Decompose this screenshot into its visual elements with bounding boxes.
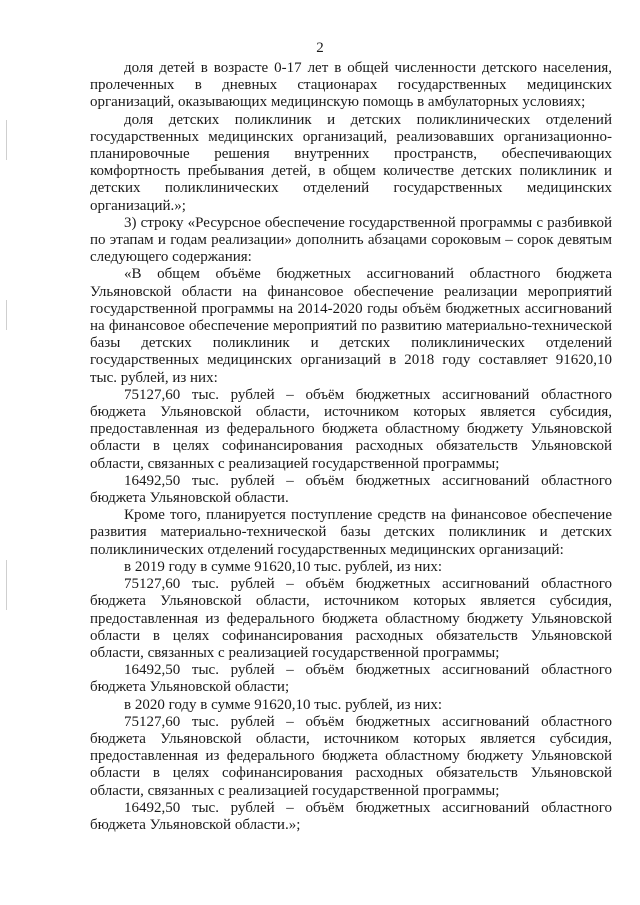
paragraph: 75127,60 тыс. рублей – объём бюджетных ассигнований областного бюджета Ульяновской области, источником которых является субсидия, предоставленная из федерального бюджета областному бюджету Ульяновской области в целях софинансирования расходных обязательств Ульяновской области, связанных с реализацией государственной программы;	[90, 713, 612, 799]
page-number: 2	[316, 40, 324, 56]
paragraph: 75127,60 тыс. рублей – объём бюджетных ассигнований областного бюджета Ульяновской области, источником которых является субсидия, предоставленная из федерального бюджета областному бюджету Ульяновской области в целях софинансирования расходных обязательств Ульяновской области, связанных с реализацией государственной программы;	[90, 386, 612, 472]
paragraph: Кроме того, планируется поступление средств на финансовое обеспечение развития материально-технической базы детских поликлиник и детских поликлинических отделений государственных медицинских организаций:	[90, 507, 612, 558]
paragraph: в 2020 году в сумме 91620,10 тыс. рублей, из них:	[124, 696, 443, 713]
scan-artifact	[6, 560, 7, 610]
paragraph: «В общем объёме бюджетных ассигнований областного бюджета Ульяновской области на финансовое обеспечение реализации мероприятий государственной программы на 2014-2020 годы объём бюджетных ассигнований на финансовое обеспечение мероприятий по развитию материально-технической базы детских поликлиник и детских поликлинических отделений государственных медицинских организаций в 2018 году составляет 91620,10 тыс. рублей, из них:	[90, 266, 612, 386]
paragraph: 16492,50 тыс. рублей – объём бюджетных ассигнований областного бюджета Ульяновской области.»;	[90, 799, 612, 833]
document-body	[90, 60, 612, 834]
paragraph: 75127,60 тыс. рублей – объём бюджетных ассигнований областного бюджета Ульяновской области, источником которых является субсидия, предоставленная из федерального бюджета областному бюджету Ульяновской области в целях софинансирования расходных обязательств Ульяновской области, связанных с реализацией государственной программы;	[90, 576, 612, 661]
paragraph: 3) строку «Ресурсное обеспечение государственной программы с разбивкой по этапам и годам реализации» дополнить абзацами сороковым – сорок девятым следующего содержания:	[90, 214, 612, 266]
scan-artifact	[6, 300, 7, 330]
paragraph: в 2019 году в сумме 91620,10 тыс. рублей, из них:	[124, 558, 443, 575]
paragraph: 16492,50 тыс. рублей – объём бюджетных ассигнований областного бюджета Ульяновской области.	[90, 472, 612, 507]
paragraph: доля детских поликлиник и детских поликлинических отделений государственных медицинских организаций, реализовавших организационно-планировочные решения внутренних пространств, обеспечивающих комфортность пребывания детей, в общем количестве детских поликлиник и детских поликлинических отделений государственных медицинских организаций.»;	[90, 111, 612, 214]
scan-artifact	[6, 120, 7, 160]
paragraph: доля детей в возрасте 0-17 лет в общей численности детского населения, пролеченных в дневных стационарах государственных медицинских организаций, оказывающих медицинскую помощь в амбулаторных условиях;	[90, 60, 612, 111]
paragraph: 16492,50 тыс. рублей – объём бюджетных ассигнований областного бюджета Ульяновской области;	[90, 662, 612, 696]
